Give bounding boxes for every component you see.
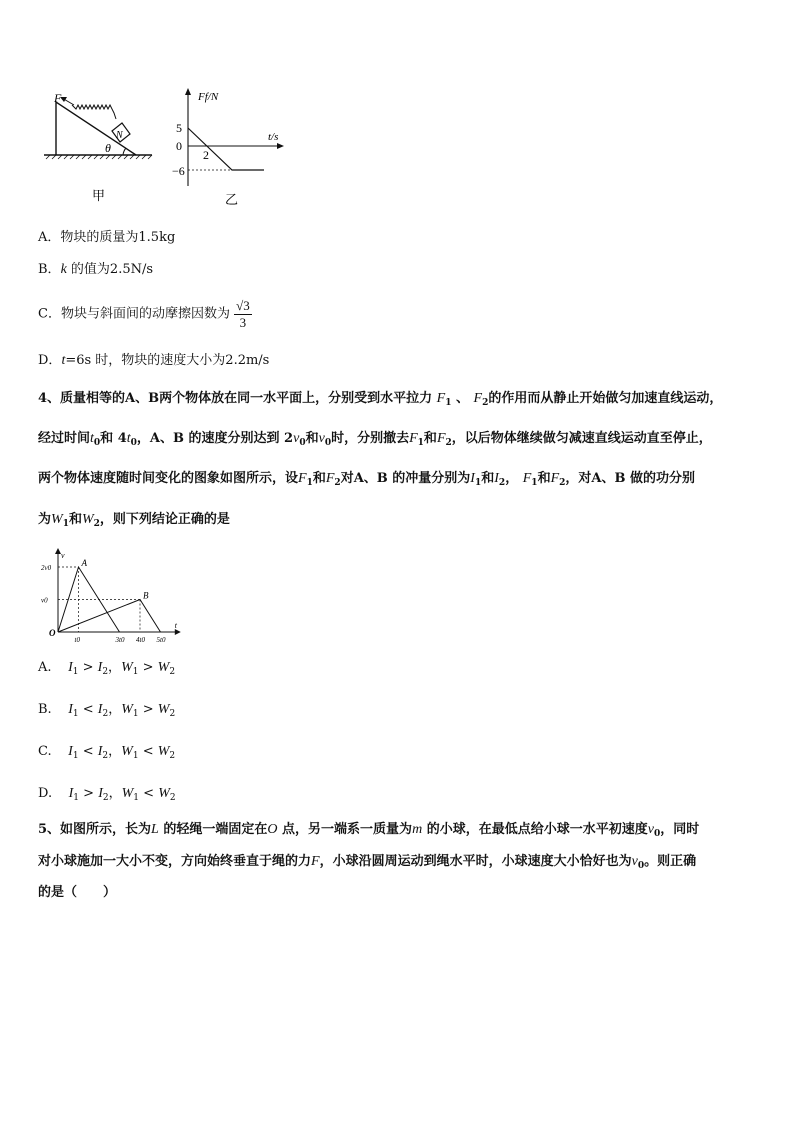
q4-option-d-label: D. (38, 786, 53, 801)
q5-line-3 (38, 885, 116, 901)
caption-yi: 乙 (225, 192, 239, 207)
q3-option-d[interactable] (38, 353, 269, 369)
q3-option-c[interactable] (38, 298, 252, 331)
q4-option-d[interactable]: D. $I_1 > I_2$，$W_1 < W_2$ (38, 786, 176, 803)
q4-option-c[interactable]: C. $I_1 < I_2$，$W_1 < W_2$ (38, 744, 176, 761)
q3-option-a-text: A．物块的质量为1.5kg (38, 230, 176, 245)
q5-l3: 的是（ ） (38, 885, 117, 900)
x-tick-4t0: 4t0 (136, 636, 145, 644)
q4-l2-e: 时，分别撤去 (331, 431, 410, 446)
q5-l2-b: ，小球沿圆周运动到绳水平时，小球速度大小恰好也为 (319, 854, 632, 869)
fraction-numerator: √3 (236, 298, 250, 313)
q4-l3-b: 和 (312, 471, 326, 486)
point-label-B: B (143, 590, 149, 601)
x-tick-3t0: 3t0 (115, 636, 125, 644)
q4-l3-d: 和 (481, 471, 495, 486)
q4-l4-b: 和 (68, 512, 82, 527)
q5-line-2: 对小球施加一大小不变，方向始终垂直于绳的力F，小球沿圆周运动到绳水平时，小球速度大小恰好也为$v_0$。则正确 (38, 854, 697, 871)
y-tick-2v0: 2v0 (41, 564, 52, 572)
q4-option-c-label: C. (38, 744, 52, 759)
caption-jia: 甲 (92, 188, 106, 202)
q4-l3-g: ，对A、B 做的功分别 (565, 471, 696, 486)
q3-option-b[interactable] (38, 262, 153, 278)
q4-l2-f: 和 (423, 431, 437, 446)
q5-l1-d: 的小球，在最低点给小球一水平初速度 (426, 822, 648, 837)
y-axis-label: v (61, 551, 65, 560)
x-axis-arrow-icon (277, 143, 284, 149)
figure-incline (40, 84, 160, 202)
q4-l4-c: ，则下列结论正确的是 (99, 512, 230, 527)
var-k: k (60, 262, 67, 277)
angle-arc (123, 148, 126, 155)
q4-l3-a: 两个物体速度随时间变化的图象如图所示，设 (38, 471, 299, 486)
tick-0: 0 (176, 139, 182, 153)
axis-label-ff: Ff/N (198, 91, 219, 103)
tick-2: 2 (203, 148, 209, 162)
q4-line-1-end: 的作用而从静止开始做匀加速直线运动， (488, 391, 723, 406)
vt-chart (38, 548, 198, 648)
tick-neg6: −6 (172, 164, 185, 178)
var-L: L (151, 822, 159, 837)
q4-l3-e: ， (505, 471, 519, 486)
q4-l3-c: 对A、B 的冲量分别为 (340, 471, 471, 486)
q4-l2-d: 和 (305, 431, 319, 446)
q4-line-1: 4、质量相等的A、B两个物体放在同一水平面上，分别受到水平拉力 $F_1$ 、 $F_2$的作用而从静止开始做匀加速直线运动， (38, 391, 723, 408)
q5-l1-a: 5、如图所示，长为 (38, 822, 152, 837)
fraction-sqrt3-over-3 (234, 298, 252, 331)
var-v0-2: v (631, 854, 638, 869)
q4-l2-b: 和 (100, 431, 114, 446)
fraction-denominator: 3 (239, 315, 247, 330)
x-tick-t0: t0 (74, 636, 80, 644)
friction-curve (188, 128, 264, 170)
q4-line-4: 为$W_1$和$W_2$，则下列结论正确的是 (38, 512, 230, 529)
var-O: O (267, 822, 278, 837)
q3-option-b-text: 的值为2.5N/s (70, 262, 154, 277)
q4-option-b-label: B. (38, 702, 52, 717)
axis-label-t: t/s (268, 131, 279, 143)
q5-l1-c: 点，另一端系一质量为 (282, 822, 413, 837)
label-theta: θ (105, 141, 111, 155)
x-tick-5t0: 5t0 (156, 636, 166, 644)
q3-option-c-text: C．物块与斜面间的动摩擦因数为 (38, 306, 230, 322)
tick-5: 5 (176, 121, 182, 135)
y-axis-arrow-icon (185, 88, 191, 95)
q4-option-a-label: A. (38, 660, 52, 675)
x-axis-label: t (174, 621, 178, 630)
label-N: N (116, 130, 123, 141)
q4-l2-c: ，A、B 的速度分别达到 2 (136, 431, 294, 446)
q3-option-d-text: =6s 时，物块的速度大小为2.2m/s (65, 353, 270, 368)
q3-option-a[interactable] (38, 230, 175, 246)
q4-l2-g: ，以后物体继续做匀减速直线运动直至停止， (451, 431, 712, 446)
q3-option-b-prefix: B． (38, 262, 61, 277)
q3-option-d-prefix: D． (38, 353, 62, 368)
var-F: F (311, 854, 320, 869)
figure-friction-graph (170, 84, 290, 212)
origin-label: O (49, 628, 56, 638)
q5-line-1: 5、如图所示，长为L 的轻绳一端固定在O 点，另一端系一质量为m 的小球，在最低点给小球一水平初速度$v_0$，同时 (38, 822, 700, 839)
label-F: F (54, 91, 62, 105)
q4-line-2: 经过时间$t_0$和 $4t_0$，A、B 的速度分别达到 $2v_0$和$v_0$时，分别撤去$F_1$和$F_2$，以后物体继续做匀减速直线运动直至停止， (38, 431, 712, 448)
q4-l3-f: 和 (537, 471, 551, 486)
y-tick-v0: v0 (41, 596, 48, 605)
var-v0: v (647, 822, 654, 837)
q4-l4-a: 为 (38, 512, 52, 527)
q5-l1-b: 的轻绳一端固定在 (163, 822, 268, 837)
q4-line-3: 两个物体速度随时间变化的图象如图所示，设$F_1$和$F_2$对A、B 的冲量分别为$I_1$和$I_2$， $F_1$和$F_2$，对A、B 做的功分别 (38, 471, 696, 488)
point-label-A: A (81, 558, 87, 568)
q4-l2-a: 经过时间 (38, 431, 91, 446)
var-m: m (412, 822, 423, 837)
q4-option-b[interactable]: B. $I_1 < I_2$，$W_1 > W_2$ (38, 702, 176, 719)
q5-l2-a: 对小球施加一大小不变，方向始终垂直于绳的力 (38, 854, 312, 869)
var-t: t (61, 353, 66, 368)
q4-line-1-text: 4、质量相等的A、B两个物体放在同一水平面上，分别受到水平拉力 (38, 391, 433, 406)
q5-l2-c: 。则正确 (644, 854, 697, 869)
q5-l1-e: ，同时 (660, 822, 700, 837)
q4-option-a[interactable]: A. $I_1 > I_2$，$W_1 > W_2$ (38, 660, 176, 677)
